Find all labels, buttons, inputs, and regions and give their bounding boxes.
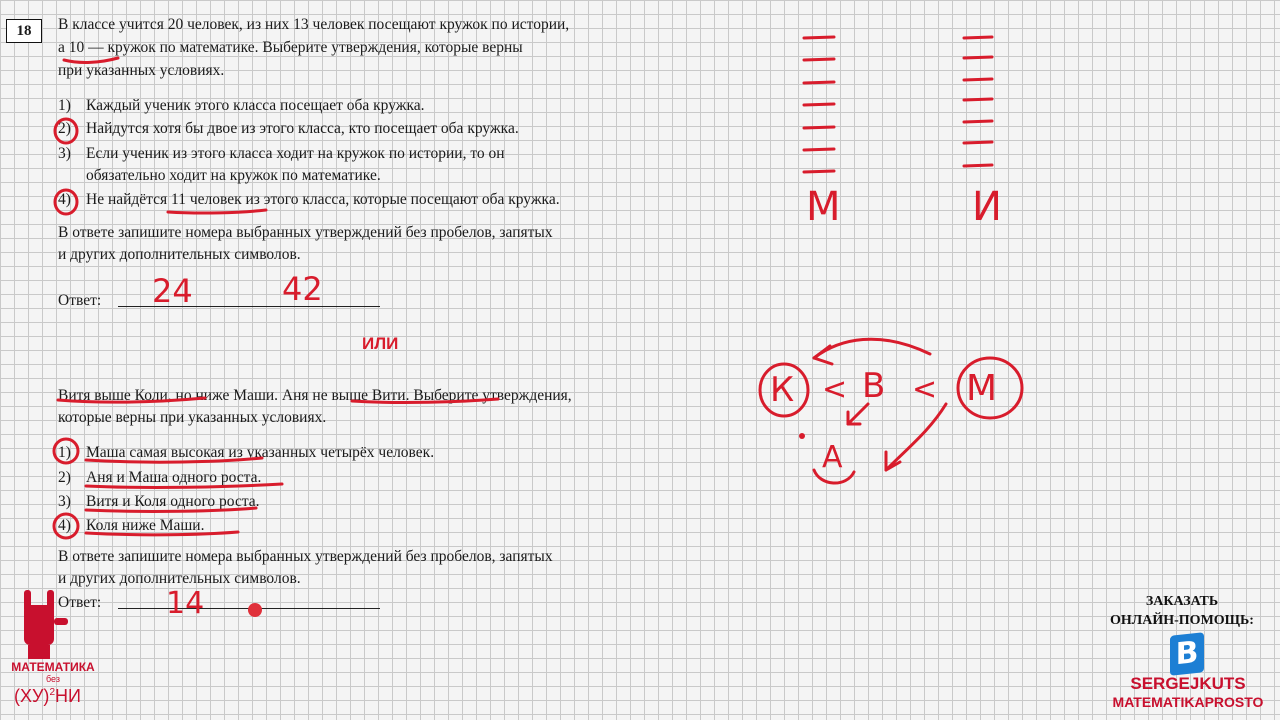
task2-answer-label: Ответ: — [58, 594, 102, 611]
diagram-v: В — [862, 366, 886, 406]
channel-logo-line1: МАТЕМАТИКА — [11, 660, 95, 674]
channel-logo-line2: без — [46, 674, 60, 684]
task2-option-3: 3) Витя и Коля одного роста. — [58, 493, 260, 510]
task1-option-2: 2) Найдутся хотя бы двое из этого класса, кто посещает оба кружка. — [58, 120, 519, 137]
handwritten-answer-2: 14 — [166, 586, 205, 621]
task1-instruction-2: и других дополнительных символов. — [58, 246, 301, 263]
handwritten-answer-1-alt: 42 — [282, 270, 323, 308]
task2-instruction-1: В ответе запишите номера выбранных утверждений без пробелов, запятых — [58, 548, 553, 565]
diagram-k: К — [770, 370, 795, 410]
brand-site[interactable]: MATEMATIKAPROSTO — [1112, 694, 1264, 710]
brand-logo[interactable]: B — [1170, 632, 1204, 676]
handwritten-answer-1: 24 — [152, 272, 193, 310]
task1-instruction-1: В ответе запишите номера выбранных утверждений без пробелов, запятых — [58, 224, 553, 241]
order-help-line1: ЗАКАЗАТЬ — [1145, 594, 1219, 609]
task1-option-3: 3) Если ученик из этого класса ходит на кружок по истории, то он — [58, 145, 505, 162]
task2-option-1: 1) Маша самая высокая из указанных четырёх человек. — [58, 444, 435, 461]
task1-line2: а 10 — кружок по математике. Выберите утверждения, которые верны — [58, 39, 523, 56]
task2-option-2: 2) Аня и Маша одного роста. — [58, 469, 262, 486]
tally-left-label: М — [806, 184, 841, 230]
task1-line1: В классе учится 20 человек, из них 13 человек посещают кружок по истории, — [58, 16, 570, 33]
task2-option-4: 4) Коля ниже Маши. — [58, 517, 205, 534]
task2-line2: которые верны при указанных условиях. — [58, 409, 327, 426]
or-divider: ИЛИ — [362, 334, 399, 353]
tally-right-label: И — [972, 184, 1002, 230]
diagram-m: М — [966, 368, 998, 409]
task1-line3: при указанных условиях. — [58, 62, 225, 79]
diagram-a: А — [822, 440, 843, 475]
diagram-lt-1: < — [822, 372, 848, 407]
task-number: 18 — [6, 19, 42, 43]
task1-option-4: 4) Не найдётся 11 человек из этого класса, которые посещают оба кружка. — [58, 191, 560, 208]
task2-instruction-2: и других дополнительных символов. — [58, 570, 301, 587]
brand-name[interactable]: SERGEJKUTS — [1130, 674, 1246, 693]
task1-option-3-cont: обязательно ходит на кружок по математике. — [86, 167, 381, 184]
task1-option-1: 1) Каждый ученик этого класса посещает оба кружка. — [58, 97, 425, 114]
task2-line1: Витя выше Коли, но ниже Маши. Аня не выше Вити. Выберите утверждения, — [58, 387, 572, 404]
diagram-lt-2: < — [912, 372, 938, 407]
task1-answer-label: Ответ: — [58, 292, 102, 309]
order-help-line2: ОНЛАЙН-ПОМОЩЬ: — [1110, 613, 1254, 628]
channel-logo-line3: (ХУ)$^2$НИ — [14, 686, 81, 706]
